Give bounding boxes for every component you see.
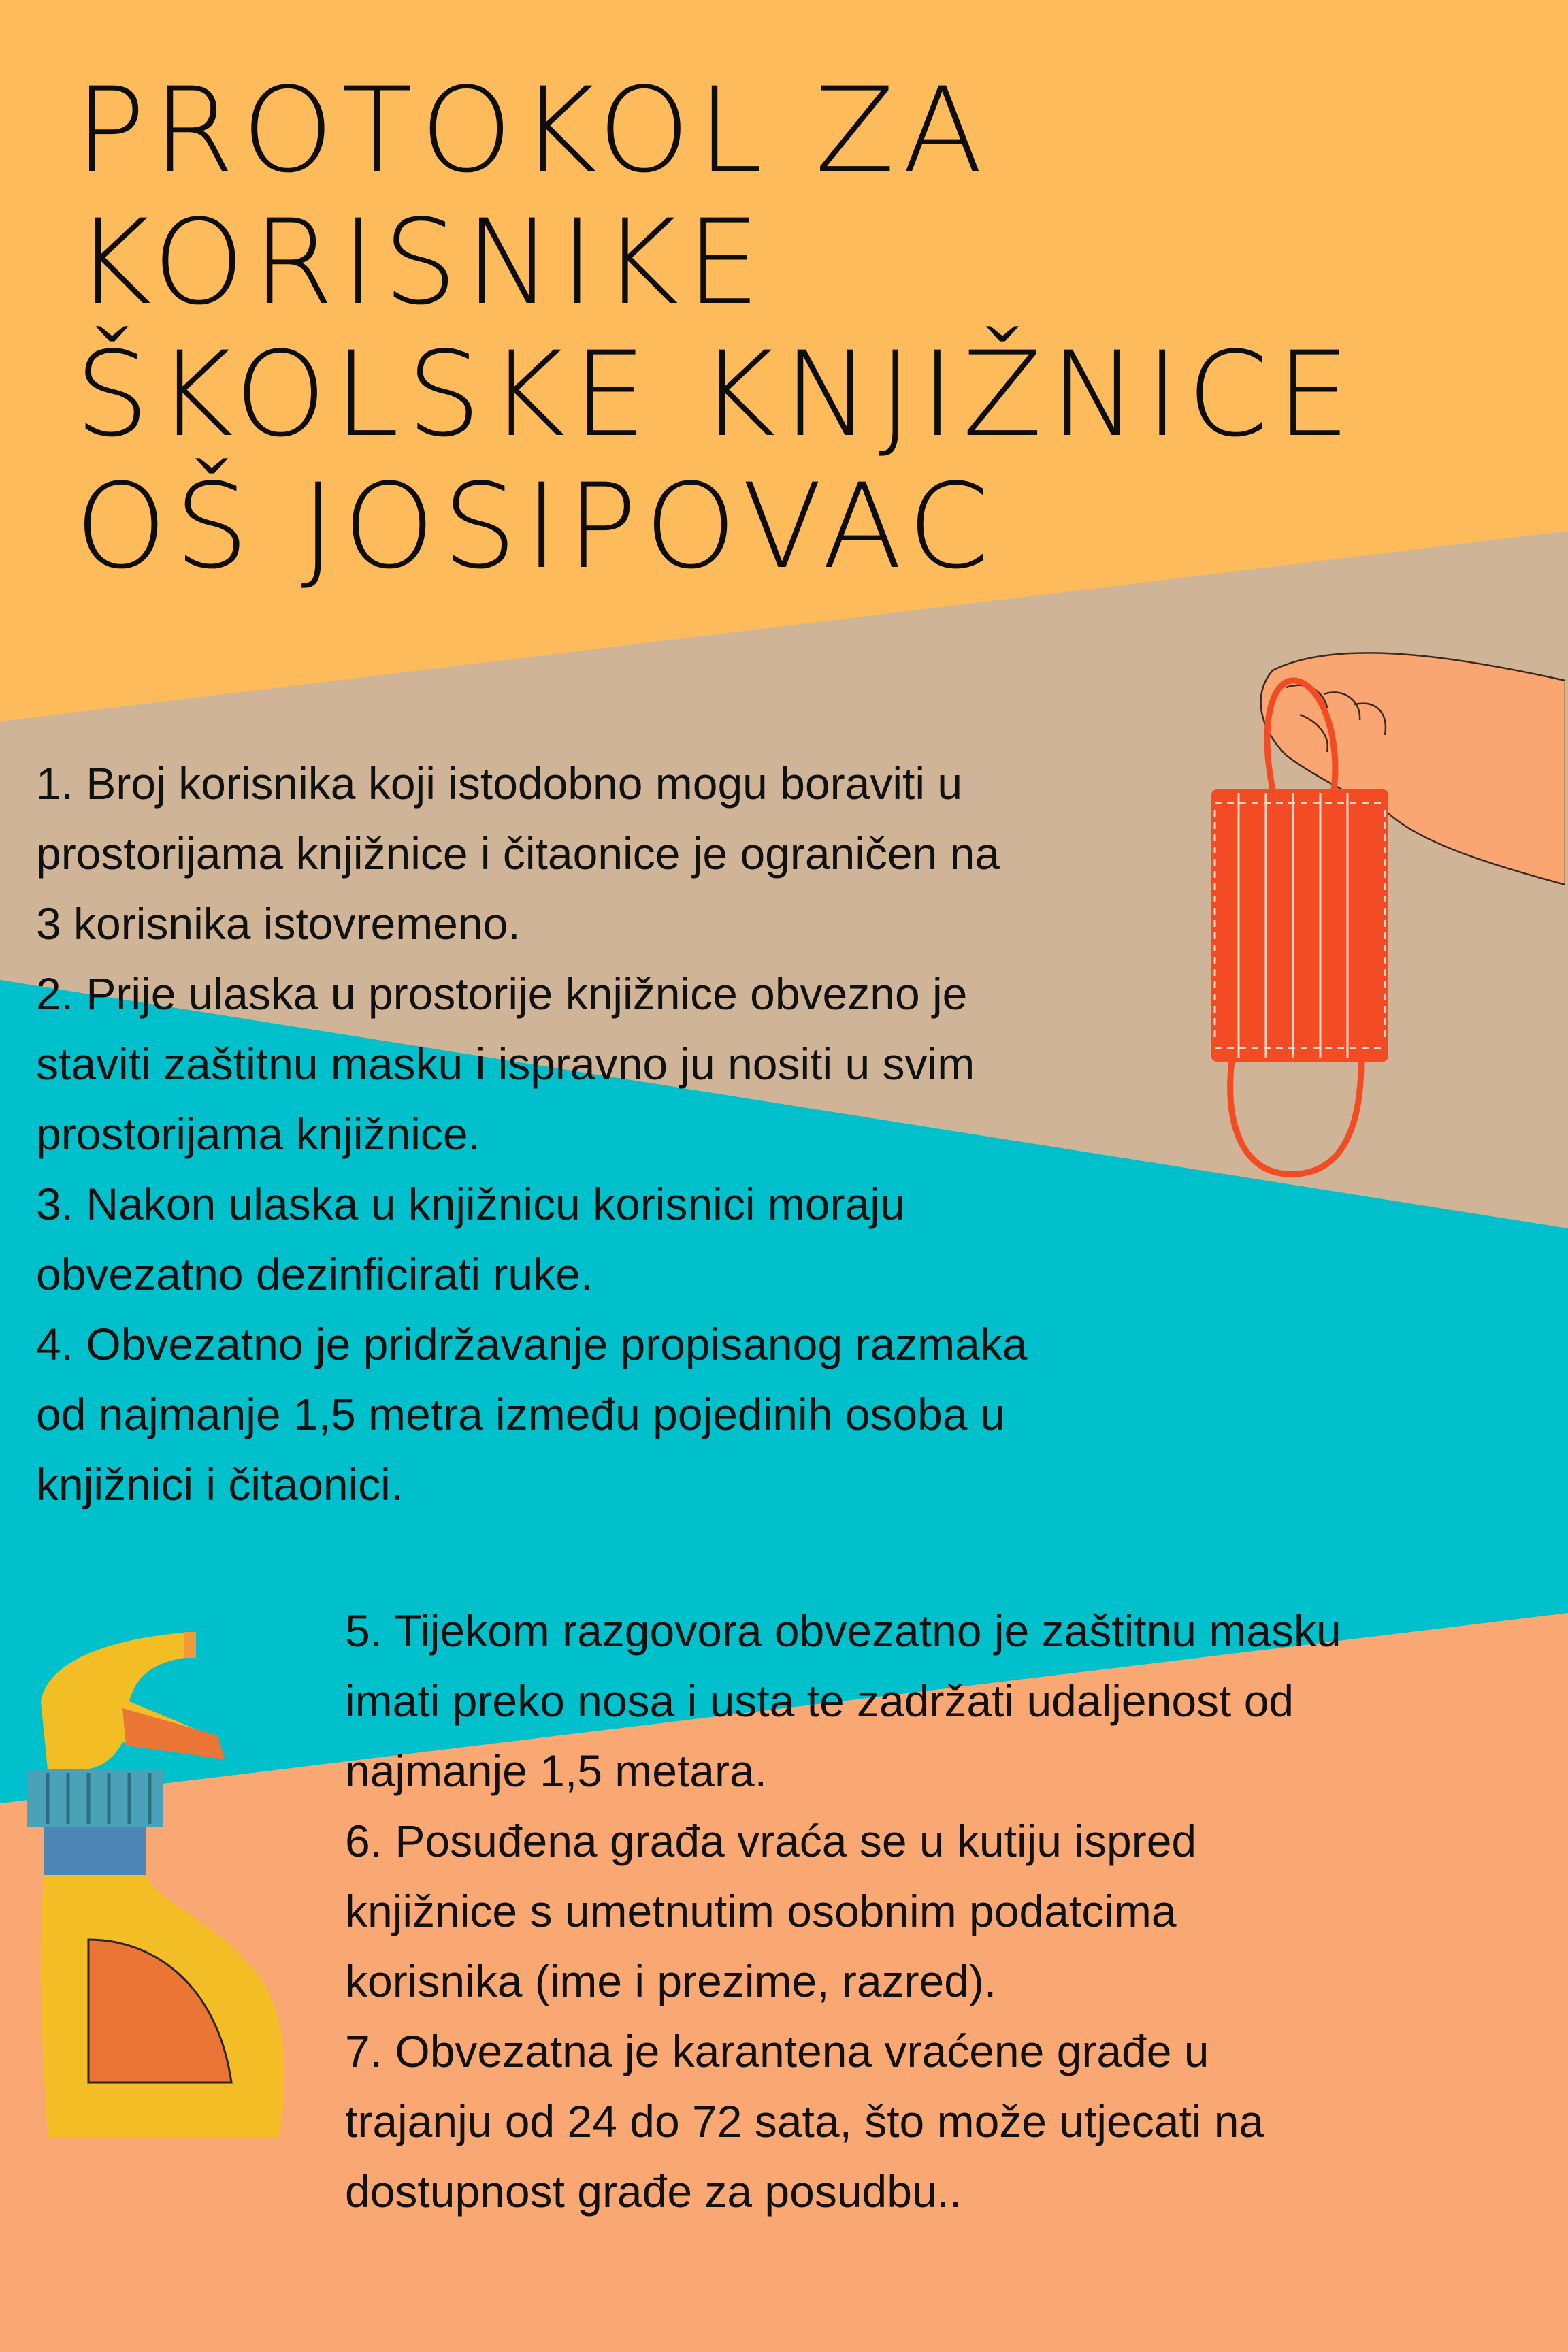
rule-line: 3. Nakon ulaska u knjižnicu korisnici moraju <box>36 1179 905 1229</box>
rule-line: 4. Obvezatno je pridržavanje propisanog razmaka <box>36 1319 1028 1369</box>
rule-line: imati preko nosa i usta te zadržati udaljenost od <box>345 1676 1294 1726</box>
rule-line: najmanje 1,5 metara. <box>345 1746 768 1796</box>
title-line: ŠKOLSKE KNJIŽNICE <box>75 326 1358 463</box>
disinfectant-spray-bottle-icon <box>20 1620 293 2151</box>
rule-line: prostorijama knjižnice i čitaonice je ograničen na <box>36 828 1000 879</box>
rule-line: staviti zaštitnu masku i ispravno ju nositi u svim <box>36 1039 975 1089</box>
rule-line: 1. Broj korisnika koji istodobno mogu boraviti u <box>36 758 963 808</box>
rule-line: 7. Obvezatna je karantena vraćene građe u <box>345 2026 1209 2076</box>
rule-line: 5. Tijekom razgovora obvezatno je zaštitnu masku <box>345 1605 1341 1656</box>
rules-list-1 <box>36 749 1027 1520</box>
rule-line: knjižnice s umetnutim osobnim podatcima <box>345 1886 1177 1936</box>
rule-line: 2. Prije ulaska u prostorije knjižnice obvezno je <box>36 968 968 1019</box>
mask-ear-loop-bottom <box>1230 1062 1361 1174</box>
hand-holding-face-mask-icon <box>1184 640 1565 1184</box>
title-line: KORISNIKE <box>75 194 768 331</box>
title-line: PROTOKOL ZA <box>75 62 990 199</box>
spray-nozzle-tip <box>184 1632 196 1658</box>
poster-title <box>75 62 1504 595</box>
rule-line: 6. Posuđena građa vraća se u kutiju ispred <box>345 1816 1197 1866</box>
rule-line: obvezatno dezinficirati ruke. <box>36 1249 593 1299</box>
rule-line: knjižnici i čitaonici. <box>36 1459 404 1509</box>
rules-list-2 <box>345 1596 1341 2227</box>
rule-line: prostorijama knjižnice. <box>36 1109 480 1159</box>
rule-line: 3 korisnika istovremeno. <box>36 898 521 949</box>
rule-line: od najmanje 1,5 metra između pojedinih osoba u <box>36 1389 1005 1439</box>
bottle-neck <box>44 1827 146 1875</box>
rule-line: korisnika (ime i prezime, razred). <box>345 1956 997 2006</box>
spray-trigger <box>122 1708 225 1759</box>
title-line: OŠ JOSIPOVAC <box>75 458 997 595</box>
rule-line: trajanju od 24 do 72 sata, što može utjecati na <box>345 2096 1264 2146</box>
rule-line: dostupnost građe za posudbu.. <box>345 2166 962 2217</box>
